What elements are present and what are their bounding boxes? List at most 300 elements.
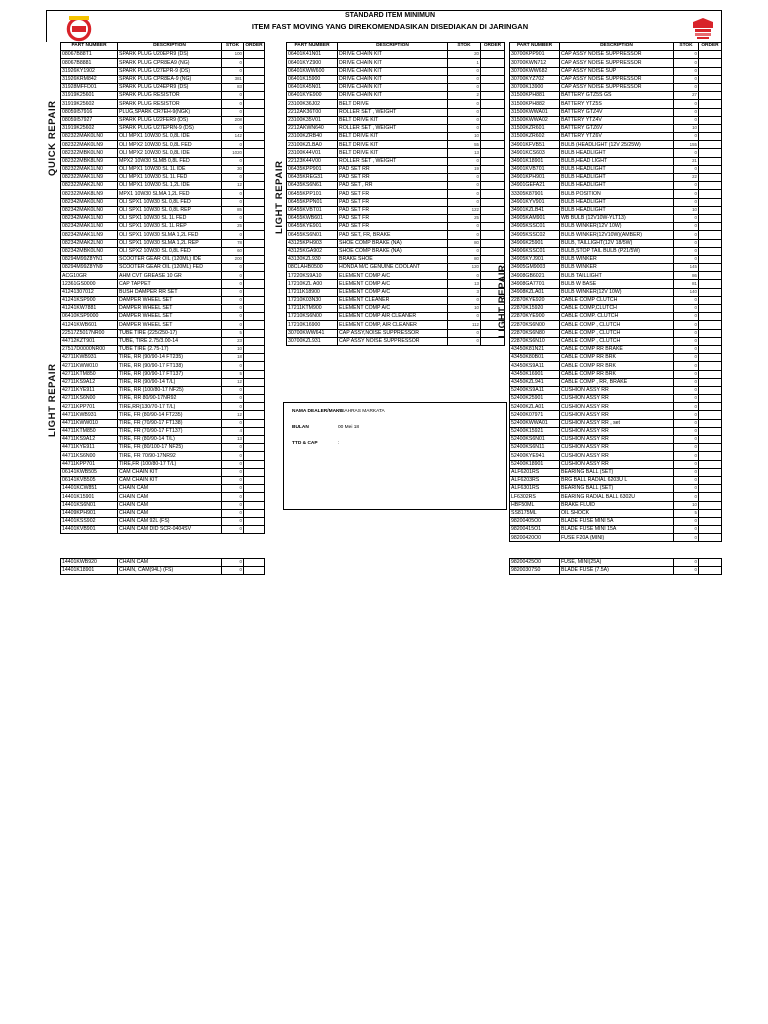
order-cell[interactable] [699, 493, 722, 501]
order-cell[interactable] [481, 214, 505, 222]
table-row [287, 247, 505, 255]
order-cell[interactable] [481, 206, 505, 214]
order-cell[interactable] [699, 133, 722, 141]
description-cell: PLUG,SPARK CR7EH-9(NGK) [118, 108, 222, 116]
stok-cell: 0 [448, 116, 481, 124]
part-number-cell: 082322MAK0LN9 [61, 141, 118, 149]
description-cell: SPARK PLUG U27EPRN-9 (DS) [118, 124, 222, 132]
stok-cell: 0 [674, 255, 699, 263]
order-cell[interactable] [244, 321, 265, 329]
signature-value[interactable]: : [338, 441, 340, 446]
order-cell[interactable] [244, 239, 265, 247]
order-cell[interactable] [244, 362, 265, 370]
order-cell[interactable] [244, 247, 265, 255]
stok-cell: 0 [222, 214, 244, 222]
order-cell[interactable] [699, 517, 722, 525]
order-cell[interactable] [244, 264, 265, 272]
table-row [510, 559, 722, 567]
stok-cell: 1 [448, 59, 481, 67]
month-value[interactable]: 00 Mei 18 [338, 425, 360, 430]
order-cell[interactable] [244, 337, 265, 345]
order-cell[interactable] [699, 386, 722, 394]
order-cell[interactable] [699, 559, 722, 567]
description-cell: TIRE, RR (100/80-17 NF25) [118, 386, 222, 394]
order-cell[interactable] [481, 75, 505, 83]
sheet-subtitle: ITEM FAST MOVING YANG DIREKOMENDASIKAN DISEDIAKAN DI JARINGAN [251, 22, 529, 31]
order-cell[interactable] [244, 509, 265, 517]
order-cell[interactable] [699, 116, 722, 124]
order-cell[interactable] [481, 67, 505, 75]
order-cell[interactable] [481, 198, 505, 206]
table-row [510, 174, 722, 182]
order-cell[interactable] [699, 329, 722, 337]
description-cell: BATTERY YTZ4V [560, 116, 674, 124]
col-part-number: PART NUMBER [287, 43, 338, 51]
description-cell: SPARK PLUG U20EPR9 (DS) [118, 51, 222, 59]
order-cell[interactable] [481, 239, 505, 247]
part-number-cell: 14401KSS902 [61, 517, 118, 525]
stok-cell: 0 [448, 313, 481, 321]
table-row [61, 476, 265, 484]
part-number-cell: 27517D0000NR00 [61, 345, 118, 353]
col-stok: STOK [222, 43, 244, 51]
stok-cell: 0 [222, 419, 244, 427]
order-cell[interactable] [699, 264, 722, 272]
table-row [287, 206, 505, 214]
order-cell[interactable] [244, 476, 265, 484]
order-cell[interactable] [699, 59, 722, 67]
table-row [61, 214, 265, 222]
part-number-cell: 41241KW7881 [61, 305, 118, 313]
order-cell[interactable] [244, 198, 265, 206]
order-cell[interactable] [481, 141, 505, 149]
table-row [510, 206, 722, 214]
table-row [287, 75, 505, 83]
order-cell[interactable] [244, 526, 265, 534]
stok-cell: 0 [674, 165, 699, 173]
description-cell: BATTERY YTZ6V [560, 133, 674, 141]
stok-cell: 0 [222, 198, 244, 206]
table-row [61, 75, 265, 83]
order-cell[interactable] [244, 214, 265, 222]
order-cell[interactable] [244, 378, 265, 386]
table-row [287, 108, 505, 116]
stok-cell: 0 [674, 567, 699, 575]
order-cell[interactable] [481, 337, 505, 345]
order-cell[interactable] [699, 296, 722, 304]
description-cell: BRAKE SHOE [338, 255, 448, 263]
stok-cell: 0 [448, 182, 481, 190]
stok-cell: 0 [448, 247, 481, 255]
table-row [61, 517, 265, 525]
description-cell: PAD SET RR [338, 165, 448, 173]
stok-cell: 12 [222, 378, 244, 386]
order-cell[interactable] [244, 329, 265, 337]
description-cell: WB BULB (12V10W-YLT13) [560, 214, 674, 222]
table-light-repair-right-extra [509, 558, 722, 575]
order-cell[interactable] [699, 345, 722, 353]
part-number-cell: 34905KAM901 [510, 214, 560, 222]
description-cell: TIRE, RR 80/90-17NR92 [118, 395, 222, 403]
table-row [61, 92, 265, 100]
part-number-cell: 34905KSSC01 [510, 223, 560, 231]
order-cell[interactable] [699, 141, 722, 149]
description-cell: CABLE COMP , RR, BRAKE [560, 378, 674, 386]
order-cell[interactable] [481, 92, 505, 100]
stok-cell: 0 [674, 386, 699, 394]
description-cell: MPX2 10W30 SLMB 0,8L FED [118, 157, 222, 165]
table-row [287, 174, 505, 182]
order-cell[interactable] [244, 517, 265, 525]
stok-cell: 13 [222, 436, 244, 444]
table-row [61, 51, 265, 59]
table-row [510, 395, 722, 403]
stok-cell: 0 [674, 83, 699, 91]
order-cell[interactable] [699, 223, 722, 231]
table-row [61, 296, 265, 304]
part-number-cell: 52400KWWA01 [510, 419, 560, 427]
description-cell: DRIVE CHAIN KIT [338, 92, 448, 100]
part-number-cell: 22870KYE920 [510, 296, 560, 304]
description-cell: BELT DRIVE [338, 100, 448, 108]
order-cell[interactable] [244, 468, 265, 476]
order-cell[interactable] [244, 452, 265, 460]
order-cell[interactable] [481, 157, 505, 165]
order-cell[interactable] [699, 255, 722, 263]
part-number-cell: 14401KWB920 [61, 559, 118, 567]
order-cell[interactable] [699, 337, 722, 345]
order-cell[interactable] [481, 83, 505, 91]
description-cell: CUSHION ASSY RR [560, 427, 674, 435]
order-cell[interactable] [699, 124, 722, 132]
table-row [510, 337, 722, 345]
description-cell: TIRE,FR (100/80-17 T/L) [118, 460, 222, 468]
description-cell: TIRE, RR (90/90-17 FT137) [118, 370, 222, 378]
order-cell[interactable] [244, 354, 265, 362]
part-number-cell: 08294M99Z8YN1 [61, 255, 118, 263]
part-number-cell: 31500KPH882 [510, 100, 560, 108]
order-cell[interactable] [244, 149, 265, 157]
part-number-cell: 06455KWB601 [287, 214, 338, 222]
order-cell[interactable] [244, 75, 265, 83]
dealer-name-value[interactable]: ASAHRAS MARKATA [338, 409, 385, 414]
order-cell[interactable] [699, 174, 722, 182]
description-cell: TUBE TIRE (225/250-17) [118, 329, 222, 337]
part-number-cell: 12361GS0000 [61, 280, 118, 288]
order-cell[interactable] [244, 559, 265, 567]
order-cell[interactable] [244, 182, 265, 190]
order-cell[interactable] [481, 59, 505, 67]
order-cell[interactable] [699, 149, 722, 157]
order-cell[interactable] [244, 141, 265, 149]
table-row [287, 165, 505, 173]
order-cell[interactable] [699, 411, 722, 419]
table-row [287, 264, 505, 272]
part-number-cell: 42711KS9A12 [61, 378, 118, 386]
order-cell[interactable] [699, 305, 722, 313]
order-cell[interactable] [699, 468, 722, 476]
stok-cell: 13 [448, 280, 481, 288]
description-cell: HONDA M/C GENUINE COOLANT [338, 264, 448, 272]
section-label-light-repair-right: LIGHT REPAIR [497, 264, 508, 338]
order-cell[interactable] [244, 427, 265, 435]
part-number-cell: 17211KTM900 [287, 305, 338, 313]
order-cell[interactable] [481, 223, 505, 231]
stok-cell: 0 [222, 296, 244, 304]
table-row [287, 67, 505, 75]
order-cell[interactable] [699, 485, 722, 493]
description-cell: CABLE COMP , CLUTCH [560, 321, 674, 329]
order-cell[interactable] [481, 247, 505, 255]
order-cell[interactable] [699, 436, 722, 444]
order-cell[interactable] [481, 255, 505, 263]
order-cell[interactable] [481, 116, 505, 124]
order-cell[interactable] [481, 51, 505, 59]
table-row [510, 329, 722, 337]
order-cell[interactable] [699, 526, 722, 534]
stok-cell: 0 [222, 501, 244, 509]
description-cell: OLI MPX1 10W30 SL 0,8L IDE [118, 133, 222, 141]
order-cell[interactable] [481, 231, 505, 239]
order-cell[interactable] [699, 165, 722, 173]
description-cell: OLI MPX1 10W30 SL 1,2L IDE [118, 182, 222, 190]
part-number-cell: 43450K16901 [510, 370, 560, 378]
order-cell[interactable] [244, 485, 265, 493]
order-cell[interactable] [699, 567, 722, 575]
order-cell[interactable] [244, 345, 265, 353]
part-number-cell: 42711KWB931 [61, 354, 118, 362]
stok-cell: 78 [222, 239, 244, 247]
order-cell[interactable] [244, 403, 265, 411]
order-cell[interactable] [244, 460, 265, 468]
table-row [510, 231, 722, 239]
order-cell[interactable] [244, 280, 265, 288]
order-cell[interactable] [699, 509, 722, 517]
part-number-cell: 43450KZL941 [510, 378, 560, 386]
order-cell[interactable] [699, 362, 722, 370]
part-number-cell: 98200405O0 [510, 517, 560, 525]
order-cell[interactable] [699, 288, 722, 296]
order-cell[interactable] [699, 280, 722, 288]
stok-cell: 0 [674, 149, 699, 157]
order-cell[interactable] [699, 100, 722, 108]
order-cell[interactable] [481, 149, 505, 157]
order-cell[interactable] [699, 419, 722, 427]
order-cell[interactable] [244, 124, 265, 132]
order-cell[interactable] [481, 190, 505, 198]
description-cell: BULB HEADLIGHT [560, 174, 674, 182]
order-cell[interactable] [699, 247, 722, 255]
order-cell[interactable] [699, 427, 722, 435]
section-label-quick-repair: QUICK REPAIR [47, 100, 58, 176]
description-cell: BELT DRIVE KIT [338, 149, 448, 157]
order-cell[interactable] [244, 305, 265, 313]
order-cell[interactable] [244, 419, 265, 427]
order-cell[interactable] [244, 83, 265, 91]
order-cell[interactable] [244, 444, 265, 452]
order-cell[interactable] [699, 231, 722, 239]
table-row [287, 198, 505, 206]
order-cell[interactable] [699, 534, 722, 542]
stok-cell: 0 [674, 395, 699, 403]
order-cell[interactable] [244, 501, 265, 509]
part-number-cell: 31500KWWA02 [510, 116, 560, 124]
order-cell[interactable] [244, 51, 265, 59]
stok-cell: 2 [448, 92, 481, 100]
stok-cell: 0 [674, 59, 699, 67]
order-cell[interactable] [699, 206, 722, 214]
stok-cell: 0 [222, 67, 244, 75]
description-cell: CHAIN CAM [118, 509, 222, 517]
order-cell[interactable] [244, 288, 265, 296]
part-number-cell: 34901KPH901 [510, 174, 560, 182]
order-cell[interactable] [699, 460, 722, 468]
order-cell[interactable] [244, 67, 265, 75]
order-cell[interactable] [244, 116, 265, 124]
order-cell[interactable] [699, 321, 722, 329]
order-cell[interactable] [699, 75, 722, 83]
part-number-cell: 43130KZL930 [287, 255, 338, 263]
description-cell: BULB WINKER(12V 10W) [560, 223, 674, 231]
stok-cell: 22 [674, 174, 699, 182]
table-row [510, 165, 722, 173]
stok-cell: 0 [222, 517, 244, 525]
order-cell[interactable] [699, 239, 722, 247]
order-cell[interactable] [244, 567, 265, 575]
order-cell[interactable] [699, 51, 722, 59]
order-cell[interactable] [244, 272, 265, 280]
order-cell[interactable] [699, 272, 722, 280]
col-part-number: PART NUMBER [510, 43, 560, 51]
order-cell[interactable] [699, 452, 722, 460]
order-cell[interactable] [244, 395, 265, 403]
order-cell[interactable] [699, 403, 722, 411]
stok-cell: 0 [674, 321, 699, 329]
stok-cell: 0 [674, 223, 699, 231]
order-cell[interactable] [699, 198, 722, 206]
col-description: DESCRIPTION [560, 43, 674, 51]
order-cell[interactable] [244, 59, 265, 67]
part-number-cell: 06401K15900 [287, 75, 338, 83]
order-cell[interactable] [699, 313, 722, 321]
stok-cell: 10 [674, 501, 699, 509]
table-row [61, 255, 265, 263]
order-cell[interactable] [699, 214, 722, 222]
order-cell[interactable] [481, 100, 505, 108]
order-cell[interactable] [481, 108, 505, 116]
table-quick-repair-extra [60, 558, 265, 575]
order-cell[interactable] [481, 174, 505, 182]
table-row [61, 485, 265, 493]
description-cell: DRIVE CHAIN KIT [338, 83, 448, 91]
table-row [61, 174, 265, 182]
part-number-cell: 082342MAK0LN0 [61, 206, 118, 214]
stok-cell: 10 [674, 124, 699, 132]
order-cell[interactable] [244, 296, 265, 304]
table-row [61, 444, 265, 452]
order-cell[interactable] [699, 108, 722, 116]
order-cell[interactable] [699, 182, 722, 190]
order-cell[interactable] [244, 206, 265, 214]
order-cell[interactable] [699, 157, 722, 165]
order-cell[interactable] [699, 83, 722, 91]
table-row [287, 321, 505, 329]
order-cell[interactable] [481, 133, 505, 141]
order-cell[interactable] [244, 493, 265, 501]
order-cell[interactable] [699, 444, 722, 452]
part-number-cell: 23100K36J02 [287, 100, 338, 108]
stok-cell: 27 [674, 92, 699, 100]
stok-cell: 0 [674, 337, 699, 345]
order-cell[interactable] [481, 182, 505, 190]
order-cell[interactable] [244, 411, 265, 419]
order-cell[interactable] [699, 67, 722, 75]
order-cell[interactable] [699, 354, 722, 362]
stok-cell: 30 [222, 165, 244, 173]
part-number-cell: 22870KS6N80 [510, 329, 560, 337]
order-cell[interactable] [699, 395, 722, 403]
table-row [510, 493, 722, 501]
stok-cell: 0 [222, 100, 244, 108]
stok-cell: 155 [674, 141, 699, 149]
order-cell[interactable] [244, 165, 265, 173]
stok-cell: 81 [674, 280, 699, 288]
order-cell[interactable] [699, 501, 722, 509]
order-cell[interactable] [699, 92, 722, 100]
order-cell[interactable] [244, 386, 265, 394]
order-cell[interactable] [481, 124, 505, 132]
order-cell[interactable] [699, 378, 722, 386]
order-cell[interactable] [244, 190, 265, 198]
description-cell: TUBE, TIRE 2.75/3.00-14 [118, 337, 222, 345]
order-cell[interactable] [244, 92, 265, 100]
order-cell[interactable] [699, 476, 722, 484]
order-cell[interactable] [244, 157, 265, 165]
stok-cell: 0 [222, 231, 244, 239]
table-row [61, 427, 265, 435]
description-cell: BEARING RADIAL BALL 6302U [560, 493, 674, 501]
table-row [287, 83, 505, 91]
order-cell[interactable] [244, 370, 265, 378]
table-row [510, 427, 722, 435]
order-cell[interactable] [244, 133, 265, 141]
description-cell: BELT DRIVE KIT [338, 133, 448, 141]
order-cell[interactable] [244, 108, 265, 116]
order-cell[interactable] [244, 174, 265, 182]
order-cell[interactable] [244, 100, 265, 108]
stok-cell: 3 [448, 288, 481, 296]
order-cell[interactable] [244, 223, 265, 231]
order-cell[interactable] [244, 313, 265, 321]
description-cell: BULB WINKER(12V 10W) [560, 288, 674, 296]
order-cell[interactable] [699, 190, 722, 198]
order-cell[interactable] [481, 165, 505, 173]
order-cell[interactable] [244, 436, 265, 444]
table-row [287, 272, 505, 280]
table-row [510, 452, 722, 460]
order-cell[interactable] [244, 231, 265, 239]
stok-cell: 0 [448, 223, 481, 231]
stok-cell: 0 [222, 386, 244, 394]
table-row [287, 255, 505, 263]
order-cell[interactable] [244, 255, 265, 263]
stok-cell: 0 [222, 190, 244, 198]
part-number-cell: 31926KY1902 [61, 67, 118, 75]
part-number-cell: 082342MAK1LN0 [61, 223, 118, 231]
part-number-cell: 34908KZLA01 [510, 288, 560, 296]
part-number-cell: 30700KYZ702 [510, 75, 560, 83]
order-cell[interactable] [699, 370, 722, 378]
